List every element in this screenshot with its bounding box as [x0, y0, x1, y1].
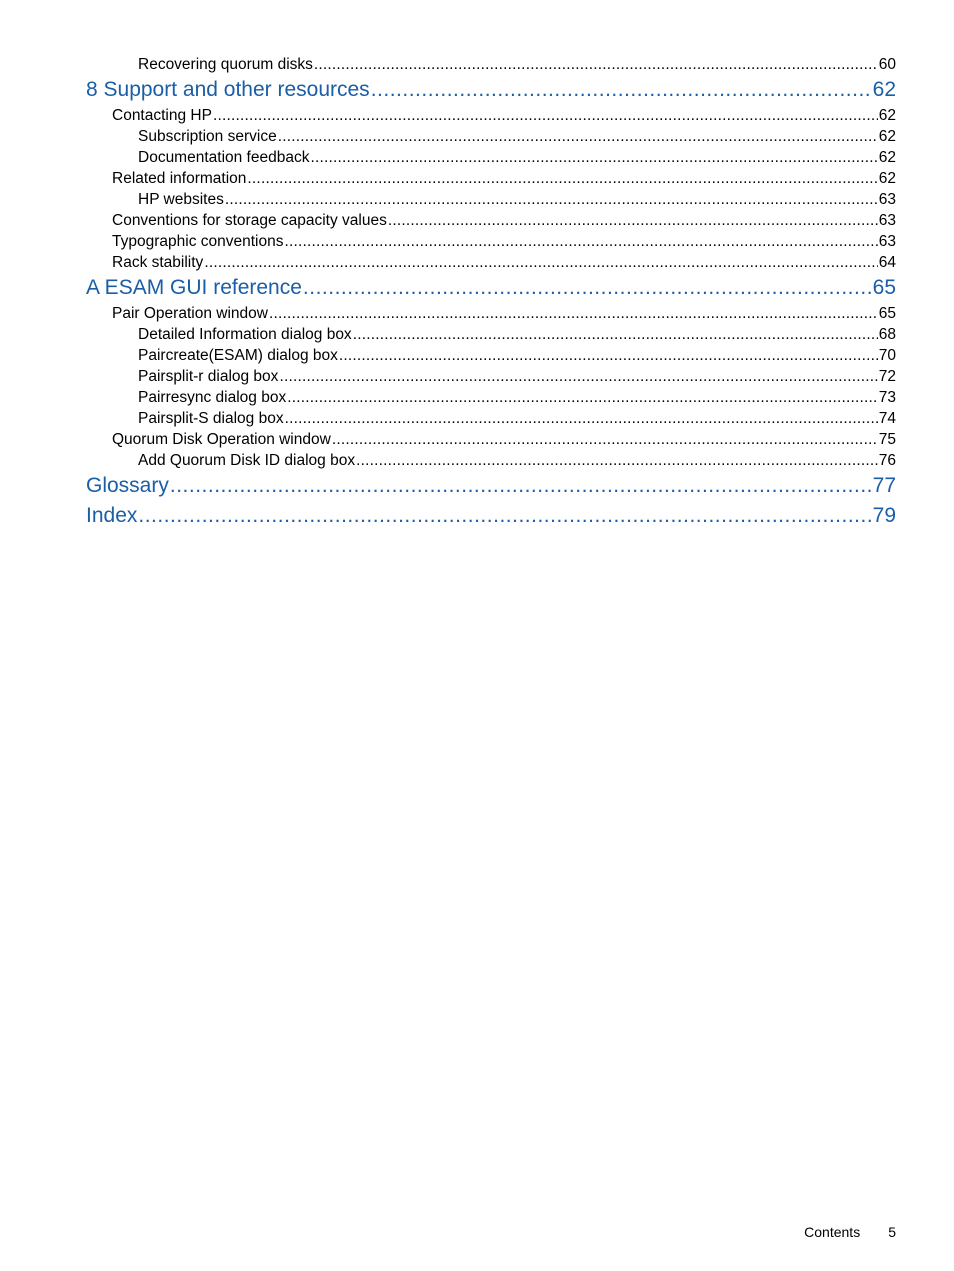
toc-chapter-entry[interactable] — [86, 471, 896, 501]
toc-entry-title: Documentation feedback — [138, 149, 310, 166]
toc-entry[interactable] — [86, 54, 896, 75]
toc-leader-dots — [138, 501, 871, 531]
toc-leader-dots — [332, 429, 878, 450]
toc-entry-title: Contacting HP — [112, 107, 212, 124]
toc-leader-dots — [388, 210, 878, 231]
toc-entry-title: Add Quorum Disk ID dialog box — [138, 452, 356, 469]
toc-entry-title: Quorum Disk Operation window — [112, 431, 331, 448]
toc-leader-dots — [356, 450, 878, 471]
toc-leader-dots — [339, 345, 878, 366]
toc-entry[interactable] — [86, 366, 896, 387]
toc-entry-page: 68 — [878, 326, 896, 343]
toc-entry-title: Conventions for storage capacity values — [112, 212, 387, 229]
toc-leader-dots — [269, 303, 878, 324]
toc-leader-dots — [204, 252, 877, 273]
toc-chapter-title: 8 Support and other resources — [86, 78, 370, 101]
toc-entry[interactable] — [86, 210, 896, 231]
toc-entry-title: Pairsplit-r dialog box — [138, 368, 279, 385]
toc-chapter-title: Index — [86, 504, 138, 527]
toc-chapter-entry[interactable] — [86, 273, 896, 303]
toc-entry-title: HP websites — [138, 191, 224, 208]
toc-entry-title: Subscription service — [138, 128, 277, 145]
toc-chapter-page: 77 — [872, 474, 896, 497]
table-of-contents — [86, 54, 896, 531]
toc-entry-title: Pairresync dialog box — [138, 389, 287, 406]
toc-entry[interactable] — [86, 345, 896, 366]
footer-page-number: 5 — [888, 1224, 896, 1240]
toc-chapter-title: A ESAM GUI reference — [86, 276, 302, 299]
toc-entry-page: 73 — [878, 389, 896, 406]
toc-leader-dots — [247, 168, 877, 189]
toc-entry-page: 70 — [878, 347, 896, 364]
toc-entry-page: 62 — [878, 170, 896, 187]
footer-section-label: Contents — [804, 1224, 861, 1240]
toc-entry-title: Typographic conventions — [112, 233, 284, 250]
toc-entry-page: 63 — [878, 212, 896, 229]
toc-chapter-page: 62 — [872, 78, 896, 101]
toc-entry[interactable] — [86, 303, 896, 324]
toc-chapter-title: Glossary — [86, 474, 169, 497]
toc-leader-dots — [314, 54, 878, 75]
toc-entry[interactable] — [86, 429, 896, 450]
toc-entry-title: Pair Operation window — [112, 305, 268, 322]
toc-entry[interactable] — [86, 252, 896, 273]
toc-leader-dots — [170, 471, 872, 501]
toc-entry[interactable] — [86, 387, 896, 408]
toc-chapter-page: 79 — [872, 504, 896, 527]
toc-leader-dots — [303, 273, 872, 303]
toc-entry-page: 63 — [878, 191, 896, 208]
toc-entry[interactable] — [86, 126, 896, 147]
toc-entry-page: 76 — [878, 452, 896, 469]
toc-entry-page: 65 — [878, 305, 896, 322]
toc-entry[interactable] — [86, 408, 896, 429]
toc-entry[interactable] — [86, 147, 896, 168]
toc-leader-dots — [213, 105, 878, 126]
toc-entry[interactable] — [86, 324, 896, 345]
toc-entry-title: Recovering quorum disks — [138, 56, 313, 73]
toc-entry-page: 63 — [878, 233, 896, 250]
toc-entry-page: 74 — [878, 410, 896, 427]
toc-leader-dots — [279, 366, 877, 387]
toc-entry-title: Paircreate(ESAM) dialog box — [138, 347, 338, 364]
toc-leader-dots — [371, 75, 872, 105]
toc-chapter-page: 65 — [872, 276, 896, 299]
toc-entry-title: Rack stability — [112, 254, 204, 271]
toc-entry[interactable] — [86, 231, 896, 252]
toc-leader-dots — [353, 324, 878, 345]
toc-leader-dots — [278, 126, 878, 147]
toc-entry[interactable] — [86, 450, 896, 471]
toc-entry-page: 75 — [878, 431, 896, 448]
toc-entry-page: 62 — [878, 128, 896, 145]
toc-entry-page: 72 — [878, 368, 896, 385]
toc-entry-page: 62 — [878, 107, 896, 124]
page-footer — [804, 1222, 896, 1242]
toc-entry-page: 62 — [878, 149, 896, 166]
toc-leader-dots — [225, 189, 878, 210]
toc-entry[interactable] — [86, 168, 896, 189]
toc-leader-dots — [310, 147, 877, 168]
toc-entry-page: 60 — [878, 56, 896, 73]
toc-leader-dots — [285, 408, 878, 429]
toc-chapter-entry[interactable] — [86, 75, 896, 105]
toc-chapter-entry[interactable] — [86, 501, 896, 531]
toc-entry-page: 64 — [878, 254, 896, 271]
toc-entry-title: Pairsplit-S dialog box — [138, 410, 284, 427]
toc-entry-title: Detailed Information dialog box — [138, 326, 352, 343]
toc-entry[interactable] — [86, 105, 896, 126]
toc-leader-dots — [284, 231, 877, 252]
toc-entry[interactable] — [86, 189, 896, 210]
toc-leader-dots — [287, 387, 878, 408]
toc-entry-title: Related information — [112, 170, 247, 187]
